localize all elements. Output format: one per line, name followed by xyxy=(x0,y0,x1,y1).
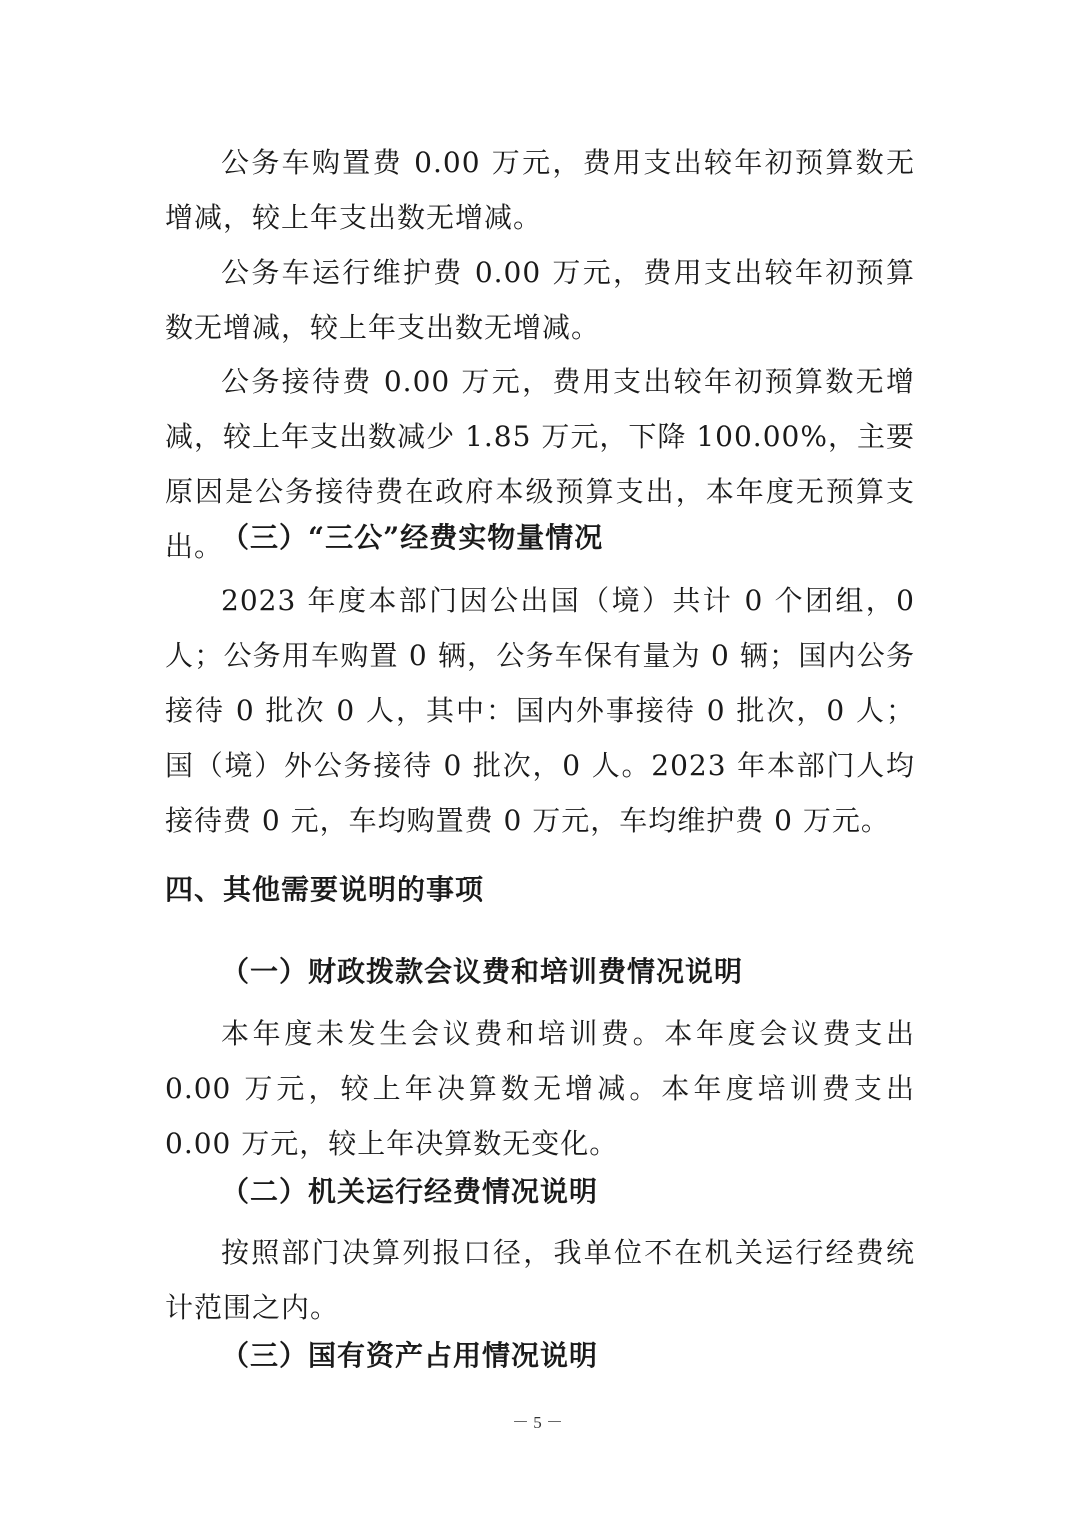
page-number: － 5 － xyxy=(512,1413,563,1432)
paragraph-car-maintenance: 公务车运行维护费 0.00 万元，费用支出较年初预算数无增减，较上年支出数无增减。 xyxy=(165,256,915,344)
paragraph-operating-expenses: 按照部门决算列报口径，我单位不在机关运行经费统计范围之内。 xyxy=(165,1236,915,1324)
paragraph-reception: 公务接待费 0.00 万元，费用支出较年初预算数无增减，较上年支出数减少 1.85 万元，下降 100.00%，主要原因是公务接待费在政府本级预算支出，本年度无预算支出。 xyxy=(165,365,915,563)
heading-three-public-quantity: （三）“三公”经费实物量情况 xyxy=(221,521,604,554)
paragraph-meeting-training: 本年度未发生会议费和培训费。本年度会议费支出 0.00 万元，较上年决算数无增减。本年度培训费支出 0.00 万元，较上年决算数无变化。 xyxy=(165,1017,915,1160)
heading-operating-expenses: （二）机关运行经费情况说明 xyxy=(221,1175,599,1208)
paragraph-car-purchase: 公务车购置费 0.00 万元，费用支出较年初预算数无增减，较上年支出数无增减。 xyxy=(165,146,915,234)
heading-state-assets: （三）国有资产占用情况说明 xyxy=(221,1339,599,1372)
heading-section-four: 四、其他需要说明的事项 xyxy=(165,873,485,906)
heading-meeting-training: （一）财政拨款会议费和培训费情况说明 xyxy=(221,955,744,988)
paragraph-physical-quantity: 2023 年度本部门因公出国（境）共计 0 个团组，0 人；公务用车购置 0 辆，公务车保有量为 0 辆；国内公务接待 0 批次 0 人，其中：国内外事接待 0 批次，0 人；国（境）外公务接待 0 批次，0 人。2023 年本部门人均接待费 0 元，车均购置费 0 万元，车均维护费 0 万元。 xyxy=(165,584,915,837)
